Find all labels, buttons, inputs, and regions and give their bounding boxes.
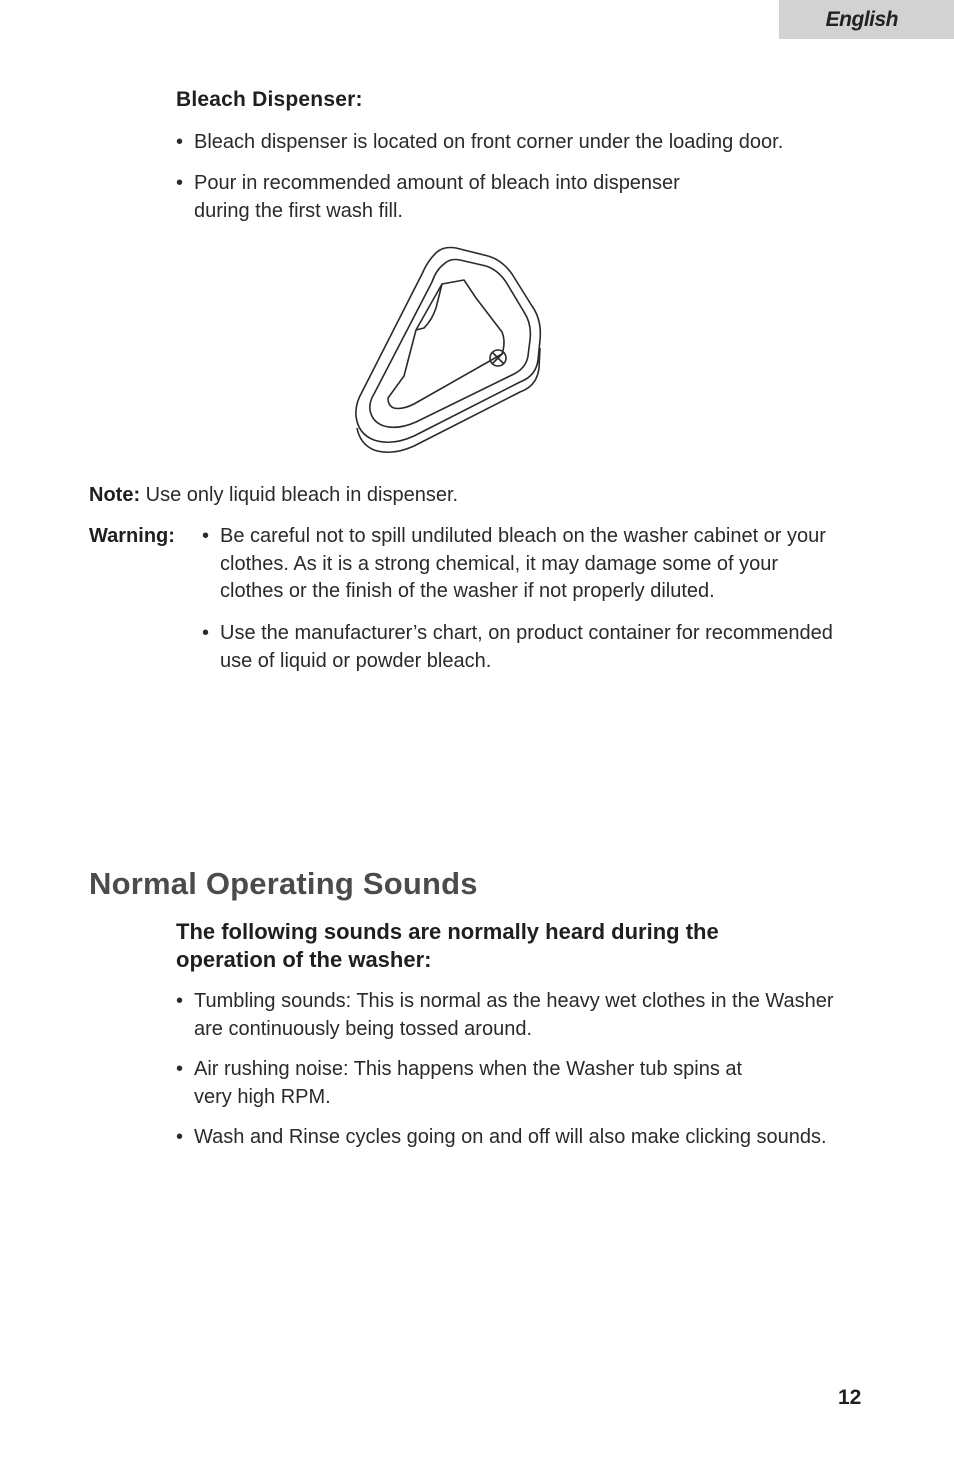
sounds-subheading-line: operation of the washer: [176, 947, 432, 972]
bullet-symbol: • [176, 131, 184, 153]
bleach-bullet-2 [176, 170, 876, 225]
note-label: Note: [89, 484, 141, 506]
sounds-subheading-line: The following sounds are normally heard during the [176, 919, 719, 944]
bullet-symbol: • [176, 172, 184, 194]
warning-label: Warning: [89, 525, 175, 547]
bullet-text-line: are continuously being tossed around. [194, 1017, 533, 1040]
page-number: 12 [838, 1386, 862, 1409]
bullet-symbol: • [176, 1126, 184, 1148]
bullet-text-line: Tumbling sounds: This is normal as the heavy wet clothes in the Washer [194, 990, 834, 1012]
bullet-symbol: • [176, 1058, 184, 1080]
bullet-symbol: • [176, 990, 184, 1012]
warning-bullet-1 [202, 523, 882, 606]
sounds-bullet-1 [176, 988, 876, 1043]
bullet-text-line: Pour in recommended amount of bleach into dispenser [194, 172, 680, 194]
bullet-text-line: Air rushing noise: This happens when the Washer tub spins at [194, 1058, 743, 1080]
bullet-text-line: during the first wash fill. [194, 199, 403, 222]
bleach-bullet-1 [176, 129, 876, 157]
language-tab [779, 0, 954, 39]
bullet-text-line: very high RPM. [194, 1085, 331, 1108]
bullet-text-line: Use the manufacturer’s chart, on product container for recommended [220, 622, 833, 644]
language-tab-label: English [825, 8, 898, 31]
bleach-dispenser-heading: Bleach Dispenser: [176, 88, 363, 111]
bullet-text-line: use of liquid or powder bleach. [220, 649, 492, 672]
bullet-text-line: Wash and Rinse cycles going on and off will also make clicking sounds. [194, 1126, 827, 1148]
bullet-text-line: clothes. As it is a strong chemical, it may damage some of your [220, 552, 779, 575]
sounds-bullet-3 [176, 1124, 886, 1152]
bullet-text-line: Be careful not to spill undiluted bleach on the washer cabinet or your [220, 525, 826, 547]
bullet-text: Bleach dispenser is located on front corner under the loading door. [194, 131, 784, 153]
normal-operating-sounds-heading: Normal Operating Sounds [89, 866, 478, 901]
bullet-symbol: • [202, 525, 210, 547]
bullet-symbol: • [202, 622, 210, 644]
note-text: Use only liquid bleach in dispenser. [145, 484, 459, 506]
sounds-subheading [176, 918, 876, 974]
note-paragraph [89, 482, 869, 510]
bullet-text-line: clothes or the finish of the washer if not properly diluted. [220, 580, 715, 602]
warning-bullet-2 [202, 620, 882, 675]
sounds-bullet-2 [176, 1056, 876, 1111]
bleach-dispenser-illustration [352, 244, 552, 454]
